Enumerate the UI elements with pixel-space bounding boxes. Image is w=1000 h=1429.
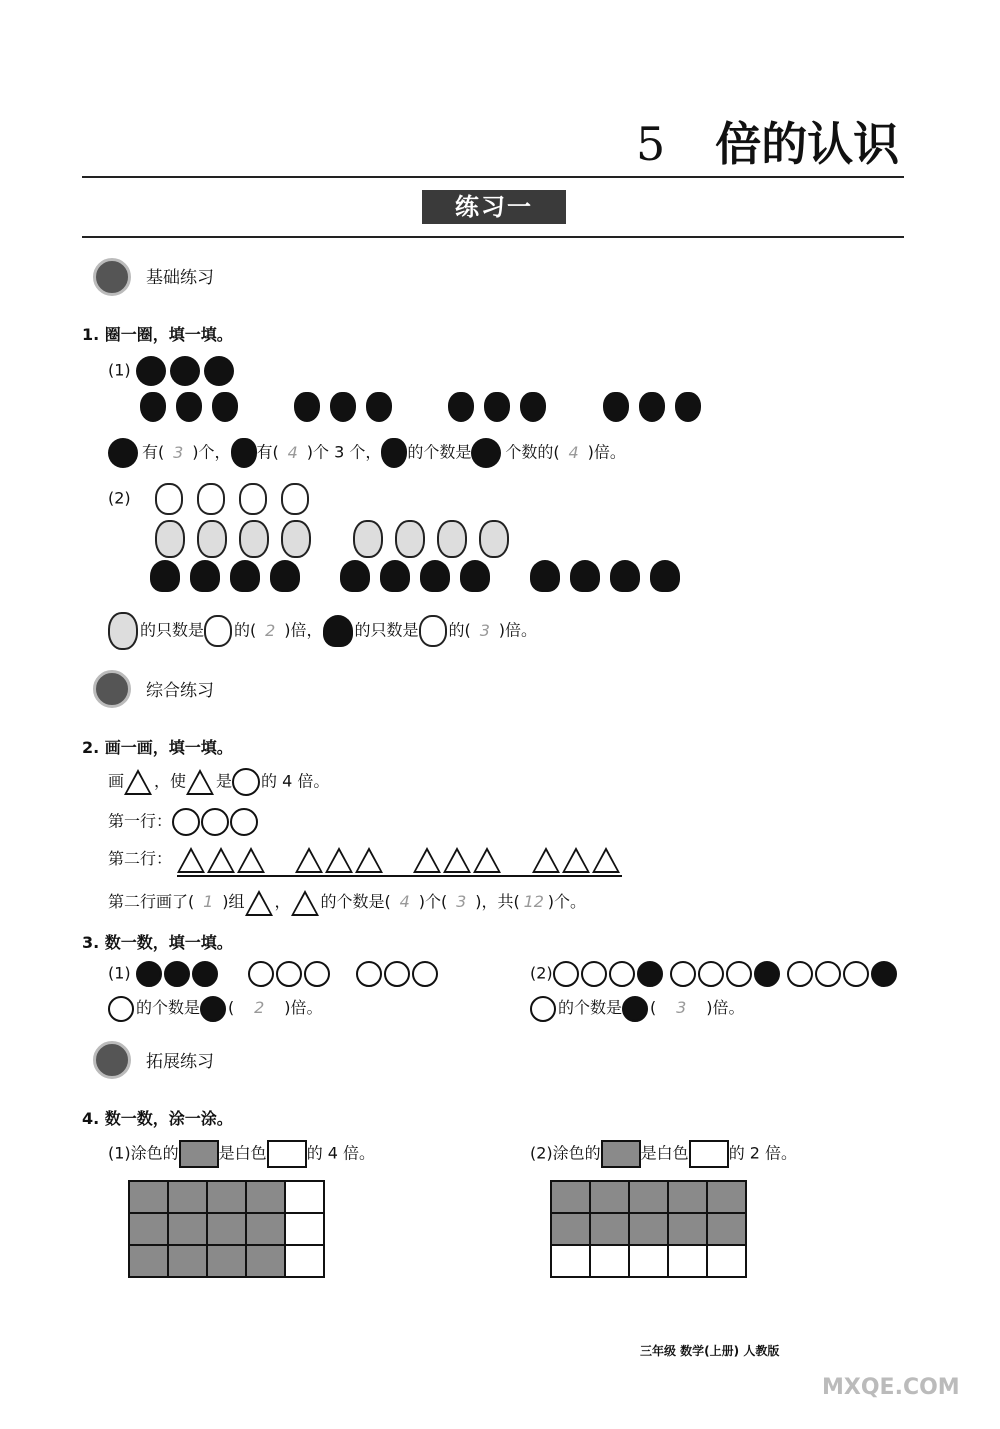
open-circle [726,961,752,987]
footer-text: 三年级 数学(上册) 人教版 [640,1344,780,1358]
chapter-name: 倍的认识 [715,117,900,171]
grid-cell-shaded[interactable] [551,1181,590,1213]
filled-circle [637,961,663,987]
answer-blank[interactable]: 1 [203,892,214,911]
grid-cell-shaded[interactable] [129,1181,168,1213]
q2-row1: 第一行： [108,808,259,836]
q4-title: 4. 数一数，涂一涂。 [82,1109,233,1128]
grid-cell-shaded[interactable] [590,1181,629,1213]
grid-cell[interactable] [285,1181,324,1213]
q4-part2-text: (2)涂色的 是白色 的 2 倍。 [530,1140,797,1168]
chapter-title [636,108,899,174]
open-circle [384,961,410,987]
rabbit-icon [353,520,383,558]
open-circle [815,961,841,987]
filled-circle [754,961,780,987]
grid-cell-shaded[interactable] [207,1213,246,1245]
chapter-number: 5 [636,117,666,171]
q1-part2-row1 [108,483,323,515]
answer-blank[interactable]: 2 [265,620,276,640]
clock-icon [93,258,131,296]
q2-line1: 画 ，使 是 的 4 倍。 [108,768,329,796]
triangle-icon [443,847,471,873]
filled-circle [200,996,226,1022]
circle-icon [230,808,258,836]
grid-cell[interactable] [707,1245,746,1277]
puppy-icon [281,483,309,515]
bird-icon [460,560,490,592]
answer-blank[interactable]: 12 [523,892,544,911]
triangle-icon [186,769,214,795]
grid-cell-shaded[interactable] [246,1245,285,1277]
grid-cell-shaded[interactable] [707,1213,746,1245]
answer-blank[interactable]: 4 [399,892,410,911]
exercise-banner: 练习一 [422,190,566,224]
grid-cell-shaded[interactable] [551,1213,590,1245]
grid-cell[interactable] [551,1245,590,1277]
white-swatch [689,1140,729,1168]
open-circle [553,961,579,987]
rabbit-icon [108,612,138,650]
grid-cell-shaded[interactable] [207,1181,246,1213]
bird-icon [323,615,353,647]
open-circle [670,961,696,987]
q1-part1-label: (1) [108,360,131,380]
pear-icon [231,438,257,468]
puppy-icon [239,483,267,515]
open-circle [530,996,556,1022]
rabbit-icon [437,520,467,558]
triangle-icon [592,847,620,873]
answer-blank[interactable]: 4 [568,442,579,462]
answer-blank[interactable]: 3 [676,998,687,1017]
bird-icon [530,560,560,592]
q1-bird-row [150,560,690,592]
pear-icon [176,392,202,422]
q1-part2-sentence: 的只数是 的( 2 )倍， 的只数是 的( 3 )倍。 [108,612,537,650]
open-circle [787,961,813,987]
bird-icon [420,560,450,592]
q2-title: 2. 画一画，填一填。 [82,738,233,757]
pear-icon [675,392,701,422]
q3-part1-circles: (1) [108,961,440,987]
rabbit-icon [197,520,227,558]
grid-cell[interactable] [629,1245,668,1277]
divider [82,176,904,178]
q2-line4: 第二行画了( 1 )组 ， 的个数是( 4 )个( 3 )，共( 12 )个。 [108,889,586,916]
grid-cell-shaded[interactable] [668,1181,707,1213]
apple-icon [471,438,501,468]
section-basic: 基础练习 [146,268,214,288]
apple-icon [136,356,166,386]
grid-cell-shaded[interactable] [590,1213,629,1245]
clock-icon [93,1041,131,1079]
bird-icon [270,560,300,592]
grid-cell[interactable] [285,1245,324,1277]
clock-icon [93,670,131,708]
filled-circle [871,961,897,987]
triangle-icon [237,847,265,873]
bird-icon [190,560,220,592]
filled-circle [192,961,218,987]
watermark: MXQE.COM [822,1375,960,1400]
pear-icon [212,392,238,422]
answer-blank[interactable]: 2 [254,998,265,1017]
section-extended: 拓展练习 [146,1052,214,1072]
pear-icon [639,392,665,422]
q4-part1-grid [128,1180,325,1278]
open-circle [609,961,635,987]
bird-icon [570,560,600,592]
grid-cell-shaded[interactable] [668,1213,707,1245]
q3-part1-sentence: 的个数是 ( 2 )倍。 [108,995,323,1022]
white-swatch [267,1140,307,1168]
rabbit-icon [395,520,425,558]
grid-cell[interactable] [590,1245,629,1277]
grid-cell-shaded[interactable] [129,1245,168,1277]
triangle-icon [532,847,560,873]
puppy-icon [204,615,232,647]
grid-cell-shaded[interactable] [168,1213,207,1245]
pear-icon [294,392,320,422]
q3-part2-sentence: 的个数是 ( 3 )倍。 [530,995,745,1022]
triangle-icon [473,847,501,873]
bird-icon [230,560,260,592]
answer-blank[interactable]: 3 [456,892,467,911]
apple-icon [204,356,234,386]
q1-part1-row1 [108,356,238,386]
filled-circle [622,996,648,1022]
grid-cell-shaded[interactable] [246,1213,285,1245]
grid-cell-shaded[interactable] [629,1181,668,1213]
apple-icon [170,356,200,386]
shaded-swatch [179,1140,219,1168]
grid-cell-shaded[interactable] [207,1245,246,1277]
puppy-icon [197,483,225,515]
open-circle [356,961,382,987]
circle-icon [172,808,200,836]
pear-icon [140,392,166,422]
triangle-icon [413,847,441,873]
circle-icon [232,768,260,796]
rabbit-icon [281,520,311,558]
triangle-icon [295,847,323,873]
rabbit-icon [239,520,269,558]
q2-row2: 第二行： [108,846,622,877]
triangle-icon [355,847,383,873]
answer-blank[interactable]: 3 [479,620,490,640]
grid-cell-shaded[interactable] [707,1181,746,1213]
q1-rabbit-row [155,520,521,558]
q1-part1-sentence: 有( 3 )个， 有( 4 )个 3 个， 的个数是 个数的( 4 )倍。 [108,438,626,468]
answer-blank[interactable]: 3 [173,442,184,462]
rabbit-icon [155,520,185,558]
open-circle [581,961,607,987]
puppy-icon [155,483,183,515]
open-circle [108,996,134,1022]
grid-cell-shaded[interactable] [168,1245,207,1277]
bird-icon [380,560,410,592]
q4-part2-grid [550,1180,747,1278]
pear-icon [603,392,629,422]
pear-icon [381,438,407,468]
q4-part1-text: (1)涂色的 是白色 的 4 倍。 [108,1140,375,1168]
grid-cell-shaded[interactable] [129,1213,168,1245]
pear-icon [330,392,356,422]
bird-icon [650,560,680,592]
divider [82,236,904,238]
q1-part2-label: (2) [108,488,131,508]
answer-blank[interactable]: 4 [287,442,298,462]
bird-icon [150,560,180,592]
filled-circle [164,961,190,987]
puppy-icon [419,615,447,647]
answer-underline [177,847,622,877]
q3-part2-circles: (2) [530,961,899,987]
triangle-icon [124,769,152,795]
triangle-icon [207,847,235,873]
pear-icon [520,392,546,422]
open-circle [698,961,724,987]
grid-cell[interactable] [668,1245,707,1277]
section-combined: 综合练习 [146,681,214,701]
grid-cell[interactable] [285,1213,324,1245]
circle-icon [201,808,229,836]
bird-icon [610,560,640,592]
triangle-icon [291,890,319,916]
triangle-icon [325,847,353,873]
q3-title: 3. 数一数，填一填。 [82,933,233,952]
open-circle [412,961,438,987]
bird-icon [340,560,370,592]
grid-cell-shaded[interactable] [629,1213,668,1245]
q1-title: 1. 圈一圈，填一填。 [82,325,233,344]
q1-pear-row [140,392,711,422]
rabbit-icon [479,520,509,558]
open-circle [304,961,330,987]
triangle-icon [245,890,273,916]
grid-cell-shaded[interactable] [168,1181,207,1213]
pear-icon [366,392,392,422]
open-circle [248,961,274,987]
pear-icon [448,392,474,422]
apple-icon [108,438,138,468]
open-circle [276,961,302,987]
triangle-icon [562,847,590,873]
grid-cell-shaded[interactable] [246,1181,285,1213]
pear-icon [484,392,510,422]
triangle-icon [177,847,205,873]
open-circle [843,961,869,987]
filled-circle [136,961,162,987]
shaded-swatch [601,1140,641,1168]
